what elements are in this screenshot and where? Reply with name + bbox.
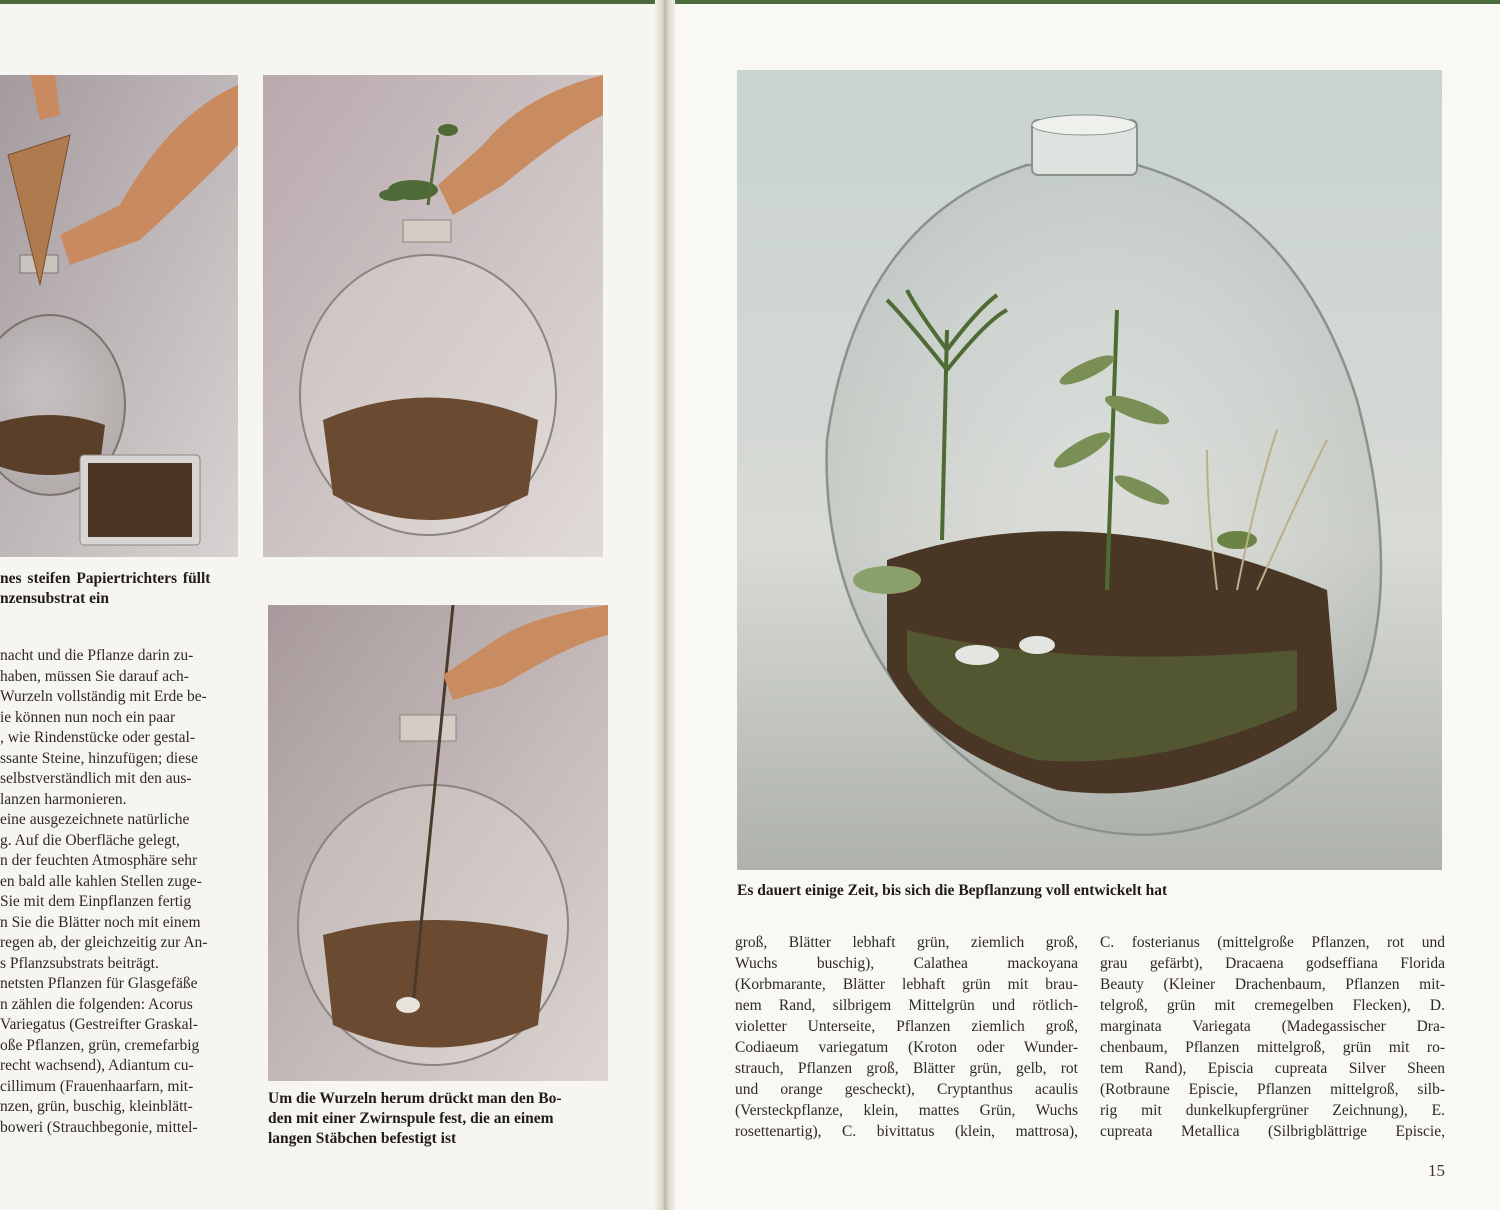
text-line: nzen, grün, buschig, kleinblätt- bbox=[0, 1098, 193, 1115]
text-line: Wuchs buschig), Calathea mackoyana bbox=[735, 955, 1078, 972]
photo-placing-plant bbox=[263, 75, 603, 557]
text-line: cupreata Metallica (Silbrigblättrige Episcie, bbox=[1100, 1123, 1445, 1140]
caption-funnel-line: nzensubstrat ein bbox=[0, 590, 109, 607]
text-line: Variegatus (Gestreifter Graskal- bbox=[0, 1016, 198, 1033]
caption-pressing-line: langen Stäbchen befestigt ist bbox=[268, 1130, 457, 1147]
text-line: lanzen harmonieren. bbox=[0, 790, 127, 808]
text-line: chenbaum, Pflanzen mittelgroß, grün mit ro- bbox=[1100, 1039, 1445, 1056]
photo-pressing-soil bbox=[268, 605, 608, 1081]
text-line: nem Rand, silbrigem Mittelgrün und rötlich- bbox=[735, 997, 1078, 1014]
caption-funnel bbox=[0, 569, 250, 609]
text-line: tem Rand), Episcia cupreata Silver Sheen bbox=[1100, 1060, 1445, 1077]
text-line: en bald alle kahlen Stellen zuge- bbox=[0, 872, 202, 890]
text-line: eine ausgezeichnete natürliche bbox=[0, 811, 190, 828]
text-line: recht wachsend), Adiantum cu- bbox=[0, 1057, 194, 1074]
text-line: haben, müssen Sie darauf ach- bbox=[0, 667, 189, 685]
text-line: oße Pflanzen, grün, cremefarbig bbox=[0, 1036, 200, 1054]
text-line: netsten Pflanzen für Glasgefäße bbox=[0, 975, 198, 992]
text-line: s Pflanzsubstrats beiträgt. bbox=[0, 954, 159, 972]
text-line: telgroß, grün mit cremegelben Flecken), D. bbox=[1100, 997, 1445, 1014]
text-line: violetter Unterseite, Pflanzen ziemlich groß, bbox=[735, 1018, 1078, 1035]
text-line: Beauty (Kleiner Drachenbaum, Pflanzen mit- bbox=[1100, 976, 1445, 993]
text-line: C. fosterianus (mittelgroße Pflanzen, rot und bbox=[1100, 934, 1445, 951]
page-number: 15 bbox=[1428, 1161, 1445, 1180]
text-line: strauch, Pflanzen groß, Blätter grün, gelb, rot bbox=[735, 1060, 1078, 1077]
text-line: regen ab, der gleichzeitig zur An- bbox=[0, 934, 208, 951]
photo-funnel-filling bbox=[0, 75, 238, 557]
caption-terrarium: Es dauert einige Zeit, bis sich die Bepflanzung voll entwickelt hat bbox=[737, 882, 1168, 899]
caption-pressing-line: den mit einer Zwirnspule fest, die an einem bbox=[268, 1110, 554, 1127]
text-line: Wurzeln vollständig mit Erde be- bbox=[0, 688, 207, 705]
photo-terrarium-finished bbox=[737, 70, 1442, 870]
text-line: (Versteckpflanze, klein, mattes Grün, Wuchs bbox=[735, 1102, 1078, 1119]
text-line: rig mit dunkelkupfergrüner Zeichnung), E. bbox=[1100, 1102, 1445, 1119]
caption-pressing bbox=[268, 1089, 613, 1149]
text-line: boweri (Strauchbegonie, mittel- bbox=[0, 1118, 198, 1136]
text-line: n der feuchten Atmosphäre sehr bbox=[0, 852, 198, 869]
text-line: groß, Blätter lebhaft grün, ziemlich groß, bbox=[735, 934, 1078, 951]
right-column-1 bbox=[735, 932, 1078, 1142]
left-body-text bbox=[0, 646, 246, 1138]
text-line: , wie Rindenstücke oder gestal- bbox=[0, 729, 195, 746]
text-line: Sie mit dem Einpflanzen fertig bbox=[0, 893, 192, 910]
text-line: marginata Variegata (Madegassischer Dra- bbox=[1100, 1018, 1445, 1035]
text-line: n Sie die Blätter noch mit einem bbox=[0, 913, 201, 931]
text-line: ssante Steine, hinzufügen; diese bbox=[0, 749, 199, 767]
text-line: cillimum (Frauenhaarfarn, mit- bbox=[0, 1077, 194, 1095]
text-line: Codiaeum variegatum (Kroton oder Wunder- bbox=[735, 1039, 1078, 1056]
text-line: und orange gescheckt), Cryptanthus acaulis bbox=[735, 1081, 1078, 1098]
text-line: selbstverständlich mit den aus- bbox=[0, 770, 192, 787]
text-line: g. Auf die Oberfläche gelegt, bbox=[0, 831, 180, 849]
right-column-2 bbox=[1100, 932, 1445, 1142]
book-gutter bbox=[655, 0, 675, 1210]
text-line: nacht und die Pflanze darin zu- bbox=[0, 647, 194, 664]
text-line: n zählen die folgenden: Acorus bbox=[0, 995, 193, 1013]
text-line: rosettenartig), C. bivittatus (klein, mattrosa), bbox=[735, 1123, 1078, 1140]
caption-funnel-line: nes steifen Papiertrichters füllt bbox=[0, 570, 211, 587]
text-line: ie können nun noch ein paar bbox=[0, 708, 176, 726]
text-line: grau gefärbt), Dracaena godseffiana Florida bbox=[1100, 955, 1445, 972]
text-line: (Rotbraune Episcie, Pflanzen mittelgroß, silb- bbox=[1100, 1081, 1445, 1098]
text-line: (Korbmarante, Blätter lebhaft grün mit brau- bbox=[735, 976, 1078, 993]
caption-pressing-line: Um die Wurzeln herum drückt man den Bo- bbox=[268, 1090, 562, 1107]
